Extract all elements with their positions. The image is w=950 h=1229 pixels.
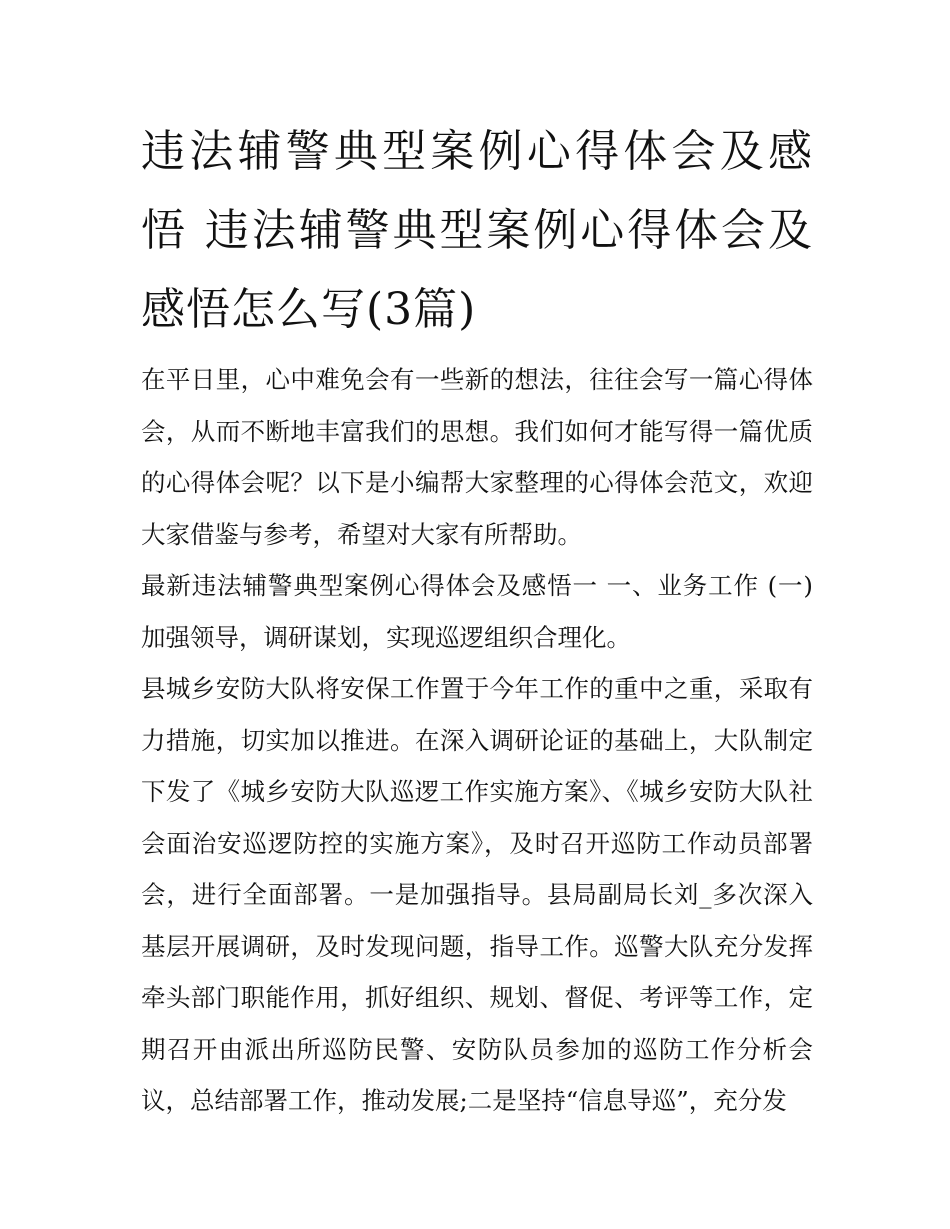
paragraph-body: 县城乡安防大队将安保工作置于今年工作的重中之重，采取有力措施，切实加以推进。在深入调研论证的基础上，大队制定下发了《城乡安防大队巡逻工作实施方案》、《城乡安防大队社会面治安巡逻防控的实施方案》，及时召开巡防工作动员部署会，进行全面部署。一是加强指导。县局副局长刘_多次深入基层开展调研，及时发现问题，指导工作。巡警大队充分发挥牵头部门职能作用，抓好组织、规划、督促、考评等工作，定期召开由派出所巡防民警、安防队员参加的巡防工作分析会议，总结部署工作，推动发展;二是坚持“信息导巡”，充分发	[141, 674, 813, 1115]
document-title: 违法辅警典型案例心得体会及感悟 违法辅警典型案例心得体会及感悟怎么写(3篇)	[141, 126, 813, 335]
document-content	[141, 112, 813, 1127]
paragraph-section-heading: 最新违法辅警典型案例心得体会及感悟一 一、业务工作 (一) 加强领导，调研谋划，实现巡逻组织合理化。	[141, 571, 813, 652]
document-body	[141, 354, 813, 1127]
paragraph-intro: 在平日里，心中难免会有一些新的想法，往往会写一篇心得体会，从而不断地丰富我们的思想。我们如何才能写得一篇优质的心得体会呢？以下是小编帮大家整理的心得体会范文，欢迎大家借鉴与参考，希望对大家有所帮助。	[141, 365, 813, 549]
